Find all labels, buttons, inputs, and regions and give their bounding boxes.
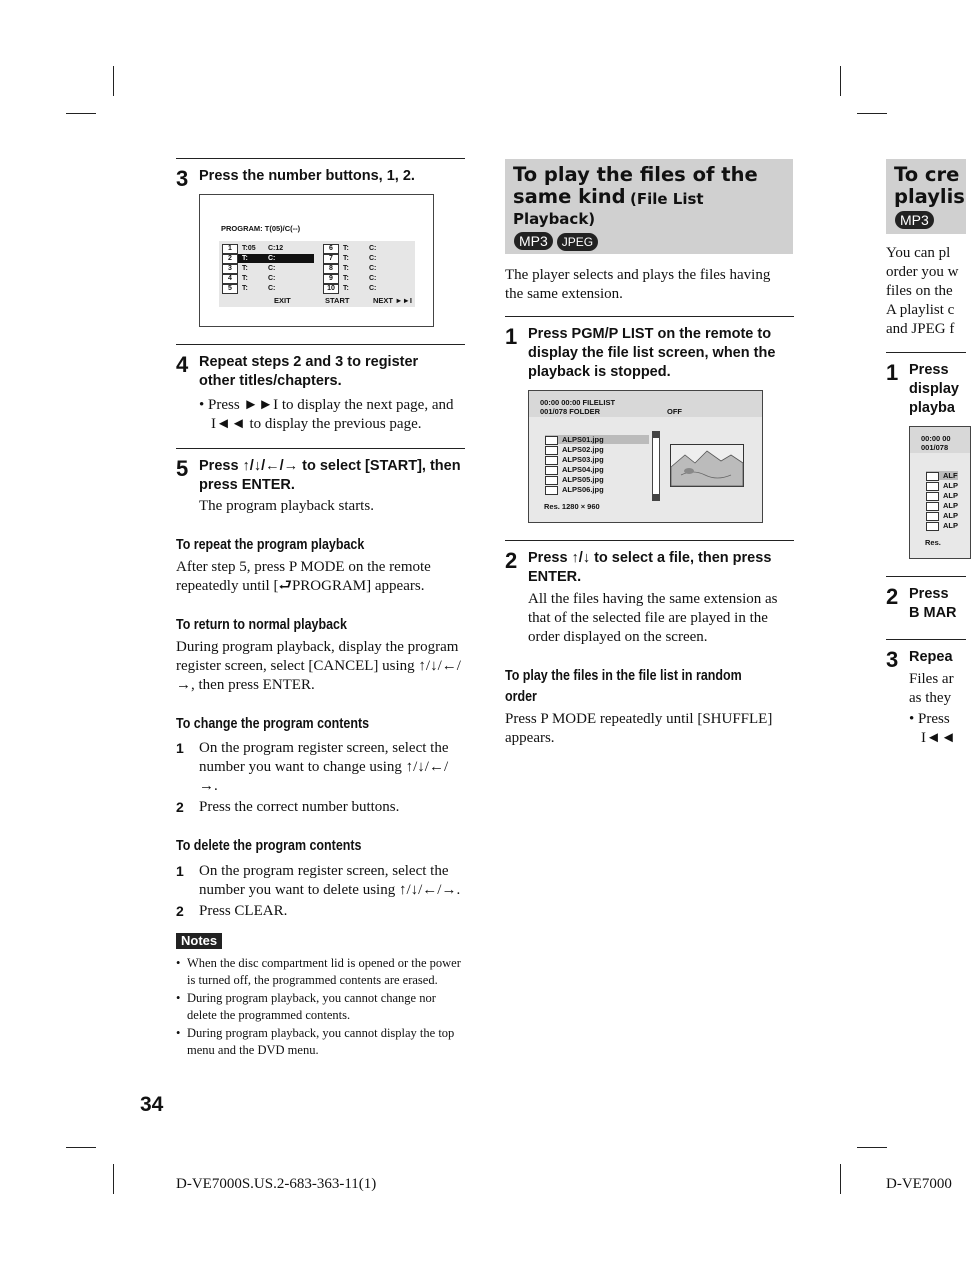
mp3-badge: MP3 (514, 232, 553, 250)
program-title-value: T: (242, 265, 248, 272)
text-line: Press (909, 586, 949, 602)
file-row (926, 481, 958, 490)
program-slot-number: 9 (323, 274, 339, 284)
list-item: On the program register screen, select the number you want to delete using ↑/↓/←/→. (199, 863, 461, 898)
file-row[interactable] (545, 435, 649, 444)
file-icon (545, 486, 558, 495)
section-header (505, 159, 793, 254)
divider (505, 316, 794, 317)
file-name: ALP (943, 511, 958, 520)
program-slot-number: 7 (323, 254, 339, 264)
program-row (222, 254, 314, 263)
step-number: 4 (176, 352, 189, 377)
program-row (222, 264, 314, 273)
file-name: ALP (943, 491, 958, 500)
step-bullet-cont: I◄◄ to display the previous page. (211, 416, 422, 432)
program-chapter-value: C: (268, 255, 276, 262)
step-heading: Repea (909, 649, 953, 665)
text-line: order you w (886, 264, 959, 280)
program-title: PROGRAM: T(05)/C(--) (221, 224, 301, 233)
filelist-screen (528, 390, 763, 523)
file-row (926, 491, 958, 500)
notes-label: Notes (176, 933, 222, 949)
file-icon (926, 512, 939, 521)
program-row (222, 244, 314, 253)
divider (886, 352, 966, 353)
step-number: 1 (886, 360, 899, 385)
text-line: B MAR (909, 605, 957, 621)
scroll-down-arrow[interactable] (653, 494, 659, 500)
filelist-resolution: Res. (925, 538, 941, 547)
program-row (323, 264, 415, 273)
program-row (323, 284, 415, 293)
file-icon (545, 446, 558, 455)
paragraph: During program playback, display the program register screen, select [CANCEL] using ↑/↓/←/→, then press ENTER. (176, 639, 461, 693)
file-row[interactable] (545, 475, 649, 484)
crop-mark (113, 66, 114, 96)
divider (505, 540, 794, 541)
subheading: To delete the program contents (176, 838, 362, 854)
program-table (219, 241, 415, 307)
start-label: START (325, 296, 350, 305)
divider (886, 639, 966, 640)
program-title-value: T: (242, 255, 248, 262)
text-line: display (909, 381, 959, 397)
text-line: files on the (886, 283, 953, 299)
subheading: To repeat the program playback (176, 537, 365, 553)
file-name: ALP (943, 521, 958, 530)
intro-paragraph: The player selects and plays the files having the same extension. (505, 267, 771, 302)
step-body: All the files having the same extension as that of the selected file are played in the order displayed on the screen. (528, 591, 778, 645)
file-name: ALPS02.jpg (562, 445, 604, 454)
step-number: 3 (176, 166, 189, 191)
file-name: ALPS03.jpg (562, 455, 604, 464)
program-title-value: T: (242, 285, 248, 292)
filelist-screen-partial (909, 426, 971, 559)
note-item: • During program playback, you cannot change nor delete the programmed contents. (176, 991, 436, 1022)
step-number: 2 (886, 584, 899, 609)
section-title-2: same kind (513, 185, 626, 208)
program-row (323, 274, 415, 283)
program-slot-number: 1 (222, 244, 238, 254)
mp3-badge: MP3 (895, 211, 934, 229)
footer-left: D-VE7000S.US.2-683-363-11(1) (176, 1176, 377, 1192)
text-line: playba (909, 400, 955, 416)
step-heading: Press the number buttons, 1, 2. (199, 168, 415, 184)
program-title-value: T: (343, 255, 349, 262)
text-line: as they (909, 690, 952, 706)
section-title: To play the files of the (513, 163, 758, 186)
program-row (222, 284, 314, 293)
file-row[interactable] (545, 465, 649, 474)
program-slot-number: 2 (222, 254, 238, 264)
step-body: The program playback starts. (199, 498, 374, 514)
note-item: • During program playback, you cannot display the top menu and the DVD menu. (176, 1026, 455, 1057)
file-row[interactable] (545, 445, 649, 454)
program-slot-number: 3 (222, 264, 238, 274)
crop-mark (113, 1164, 114, 1194)
program-slot-number: 8 (323, 264, 339, 274)
program-chapter-value: C: (369, 275, 377, 282)
file-name: ALPS01.jpg (562, 435, 604, 444)
step-number: 2 (505, 548, 518, 573)
program-chapter-value: C: (268, 275, 276, 282)
program-row (323, 244, 415, 253)
jpeg-badge: JPEG (557, 233, 598, 251)
divider (886, 576, 966, 577)
notes-list (176, 955, 464, 1058)
program-row (222, 274, 314, 283)
divider (176, 448, 465, 449)
paragraph: Press P MODE repeatedly until [SHUFFLE] appears. (505, 711, 773, 746)
paragraph: After step 5, press P MODE on the remote repeatedly until [⮐PROGRAM] appears. (176, 559, 431, 594)
program-title-value: T: (343, 245, 349, 252)
page-number: 34 (140, 1093, 164, 1116)
section-subtitle-2: Playback) (513, 210, 596, 228)
subheading: To play the files in the file list in random (505, 668, 742, 684)
program-slot-number: 10 (323, 284, 339, 294)
thumbnail-preview (670, 444, 744, 487)
program-chapter-value: C: (369, 285, 377, 292)
step-number: 5 (176, 456, 189, 481)
list-item: Press CLEAR. (199, 903, 288, 919)
step-heading: Press ↑/↓/←/→ to select [START], then press ENTER. (199, 458, 461, 493)
file-icon (926, 492, 939, 501)
list-number: 1 (176, 863, 184, 879)
program-title-value: T: (242, 275, 248, 282)
program-slot-number: 6 (323, 244, 339, 254)
scrollbar[interactable] (652, 431, 660, 501)
list-item: On the program register screen, select the number you want to change using ↑/↓/←/→. (199, 740, 449, 794)
exit-label: EXIT (274, 296, 291, 305)
file-row (926, 471, 958, 480)
text-line: You can pl (886, 245, 951, 261)
file-icon (926, 502, 939, 511)
file-name: ALP (943, 501, 958, 510)
file-row (926, 521, 958, 530)
crop-mark (840, 1164, 841, 1194)
program-chapter-value: C: (369, 255, 377, 262)
step-number: 3 (886, 647, 899, 672)
subheading: To change the program contents (176, 716, 370, 732)
program-chapter-value: C: (369, 265, 377, 272)
filelist-resolution: Res. 1280 × 960 (544, 502, 600, 511)
step-bullet-cont: I◄◄ (921, 730, 956, 746)
section-subtitle: (File List (630, 190, 704, 208)
file-name: ALP (943, 481, 958, 490)
list-number: 2 (176, 799, 184, 815)
file-name: ALPS05.jpg (562, 475, 604, 484)
note-item: • When the disc compartment lid is opened or the power is turned off, the programmed contents are erased. (176, 956, 461, 987)
file-icon (545, 436, 558, 445)
filelist-mode: OFF (667, 407, 682, 416)
file-row (926, 501, 958, 510)
subheading-cont: order (505, 689, 537, 705)
text-line: and JPEG f (886, 321, 955, 337)
section-title: To cre (894, 163, 960, 186)
file-icon (926, 472, 939, 481)
program-title-value: T:05 (242, 245, 256, 252)
program-chapter-value: C: (268, 265, 276, 272)
file-icon (545, 466, 558, 475)
file-row[interactable] (545, 485, 649, 494)
file-row (926, 511, 958, 520)
program-chapter-value: C: (369, 245, 377, 252)
file-name: ALPS06.jpg (562, 485, 604, 494)
section-header-right (886, 159, 966, 234)
file-row[interactable] (545, 455, 649, 464)
step-bullet: • Press ►►I to display the next page, and (199, 397, 454, 413)
list-item: Press the correct number buttons. (199, 799, 400, 815)
file-name: ALPS04.jpg (562, 465, 604, 474)
subheading: To return to normal playback (176, 617, 347, 633)
section-title-2: playlis (894, 185, 965, 208)
program-screen (199, 194, 434, 327)
scroll-up-arrow[interactable] (653, 432, 659, 438)
text-line: Files ar (909, 671, 954, 687)
file-name: ALF (943, 471, 958, 480)
file-icon (545, 476, 558, 485)
step-heading: Press ↑/↓ to select a file, then press ENTER. (528, 550, 772, 585)
filelist-count: 001/078 (921, 443, 949, 452)
crop-mark (857, 1147, 887, 1148)
crop-mark (66, 113, 96, 114)
file-icon (545, 456, 558, 465)
program-title-value: T: (343, 285, 349, 292)
list-number: 1 (176, 740, 184, 756)
crop-mark (66, 1147, 96, 1148)
text-line: Press (909, 362, 949, 378)
format-badges (514, 232, 598, 251)
mountain-thumbnail-icon (671, 445, 743, 486)
list-number: 2 (176, 903, 184, 919)
filelist-count: 001/078 FOLDER (540, 407, 601, 416)
step-bullet: • Press (909, 711, 950, 727)
program-chapter-value: C: (268, 285, 276, 292)
step-heading: Repeat steps 2 and 3 to register other titles/chapters. (199, 354, 419, 389)
filelist-time: 00:00 00:00 FILELIST (540, 398, 616, 407)
program-slot-number: 5 (222, 284, 238, 294)
next-label: NEXT ►►I (373, 296, 413, 305)
file-icon (926, 482, 939, 491)
text-line: A playlist c (886, 302, 955, 318)
divider (176, 344, 465, 345)
divider (176, 158, 465, 159)
step-number: 1 (505, 324, 518, 349)
crop-mark (840, 66, 841, 96)
footer-right: D-VE7000 (886, 1176, 952, 1192)
file-icon (926, 522, 939, 531)
format-badges (895, 211, 934, 230)
program-row (323, 254, 415, 263)
program-chapter-value: C:12 (268, 245, 284, 252)
filelist-time: 00:00 00 (921, 434, 951, 443)
program-slot-number: 4 (222, 274, 238, 284)
step-heading: Press PGM/P LIST on the remote to display the file list screen, when the playback is stopped. (528, 326, 776, 380)
program-title-value: T: (343, 275, 349, 282)
program-title-value: T: (343, 265, 349, 272)
crop-mark (857, 113, 887, 114)
